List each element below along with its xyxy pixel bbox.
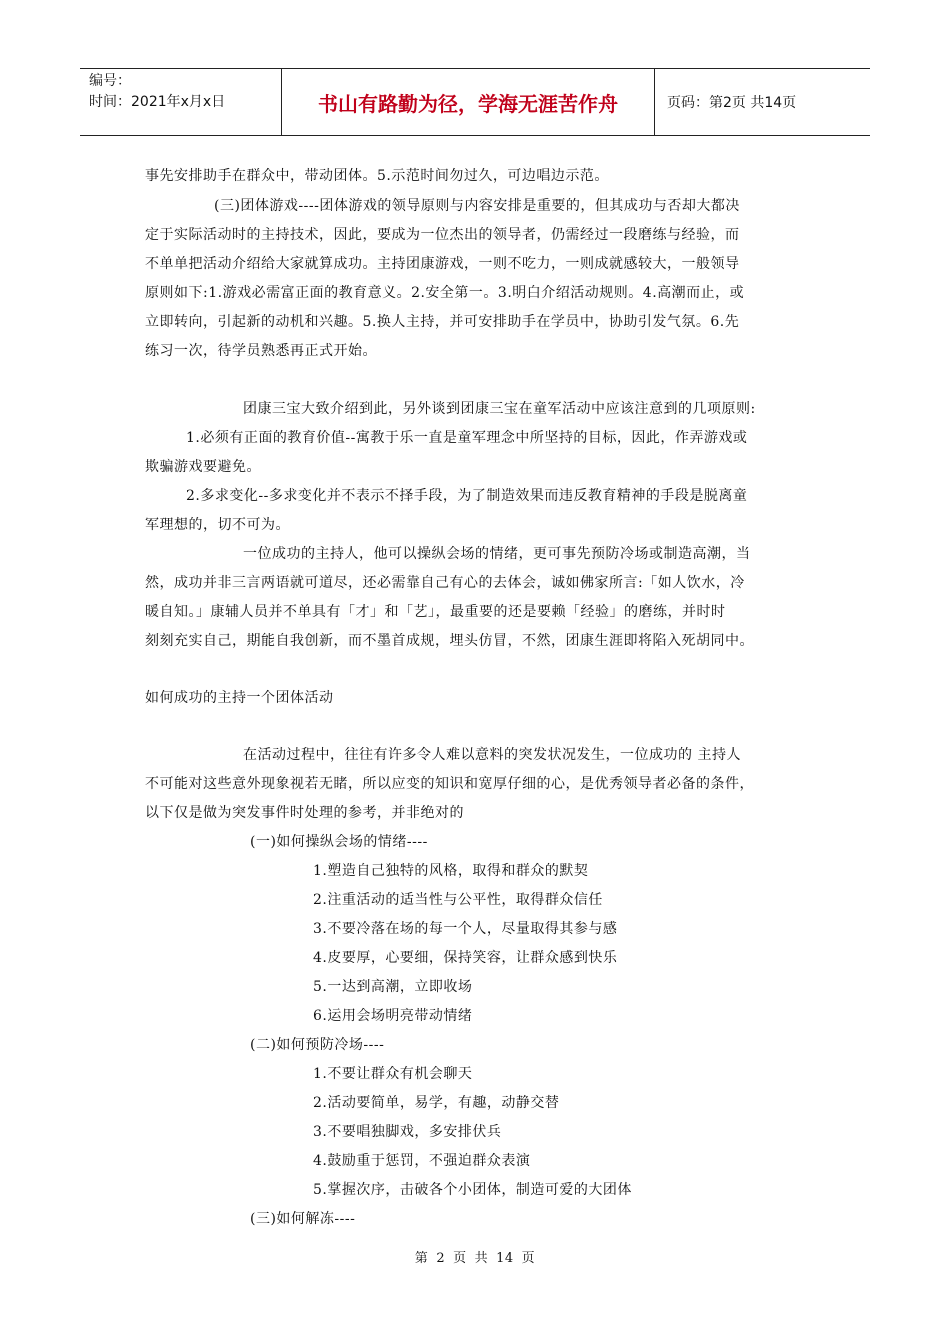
section-heading: 如何成功的主持一个团体活动 xyxy=(145,690,334,706)
list-item: 6.运用会场明亮带动情绪 xyxy=(313,1008,473,1024)
paragraph-line: 定于实际活动时的主持技术，因此，要成为一位杰出的领导者，仍需经过一段磨练与经验，而 xyxy=(145,227,740,243)
footer-di: 第 xyxy=(414,1251,429,1266)
footer-gong: 共 xyxy=(474,1251,489,1266)
subsection-heading: (一)如何操纵会场的情绪---- xyxy=(250,834,428,850)
paragraph-line: 团康三宝大致介绍到此，另外谈到团康三宝在童军活动中应该注意到的几项原则: xyxy=(243,401,756,417)
list-item: 4.鼓励重于惩罚，不强迫群众表演 xyxy=(313,1153,531,1169)
footer-ye: 页 xyxy=(453,1251,467,1266)
subsection-heading: (三)如何解冻---- xyxy=(250,1211,356,1227)
list-item: 3.不要唱独脚戏，多安排伏兵 xyxy=(313,1124,502,1140)
list-item: 2.注重活动的适当性与公平性，取得群众信任 xyxy=(313,892,603,908)
page-footer xyxy=(0,1247,950,1266)
paragraph-line: 一位成功的主持人，他可以操纵会场的情绪，更可事先预防冷场或制造高潮，当 xyxy=(243,546,751,562)
header-motto: 书山有路勤为径，学海无涯苦作舟 xyxy=(281,69,655,135)
document-date: 时间：2021年x月x日 xyxy=(89,94,226,110)
footer-total-pages: 14 xyxy=(496,1251,514,1266)
list-item: 2.活动要简单，易学，有趣，动静交替 xyxy=(313,1095,560,1111)
paragraph-line: 不单单把活动介绍给大家就算成功。主持团康游戏，一则不吃力，一则成就感较大，一般领导 xyxy=(145,256,740,272)
paragraph-line: 不可能对这些意外现象视若无睹，所以应变的知识和宽厚仔细的心，是优秀领导者必备的条件， xyxy=(145,776,754,792)
footer-ye: 页 xyxy=(521,1251,536,1266)
principle-item: 2.多求变化--多求变化并不表示不择手段，为了制造效果而违反教育精神的手段是脱离童 xyxy=(186,488,748,504)
paragraph-line: 立即转向，引起新的动机和兴趣。5.换人主持，并可安排助手在学员中，协助引发气氛。6.先 xyxy=(145,314,740,330)
list-item: 1.塑造自己独特的风格，取得和群众的默契 xyxy=(313,863,589,879)
paragraph-line: 军理想的，切不可为。 xyxy=(145,517,290,533)
principle-item: 1.必须有正面的教育价值--寓教于乐一直是童军理念中所坚持的目标，因此，作弄游戏或 xyxy=(186,430,748,446)
list-item: 4.皮要厚，心要细，保持笑容，让群众感到快乐 xyxy=(313,950,618,966)
footer-page-number: 2 xyxy=(436,1251,446,1266)
paragraph-line: 事先安排助手在群众中，带动团体。5.示范时间勿过久，可边唱边示范。 xyxy=(145,168,609,184)
paragraph-line: 暖自知。」康辅人员并不单具有「才」和「艺」，最重要的还是要赖「经验」的磨练，并时时 xyxy=(145,604,726,620)
paragraph-line: 欺骗游戏要避免。 xyxy=(145,459,261,475)
paragraph-line: (三)团体游戏----团体游戏的领导原则与内容安排是重要的，但其成功与否却大都决 xyxy=(214,198,740,214)
list-item: 1.不要让群众有机会聊天 xyxy=(313,1066,473,1082)
paragraph-line: 刻刻充实自己，期能自我创新，而不墨首成规，埋头仿冒，不然，团康生涯即将陷入死胡同中。 xyxy=(145,633,754,649)
header-page-info: 页码：第2页 共14页 xyxy=(667,95,797,111)
paragraph-line: 然，成功并非三言两语就可道尽，还必需靠自己有心的去体会，诚如佛家所言:「如人饮水，冷 xyxy=(145,575,745,591)
document-number-label: 编号： xyxy=(89,73,131,89)
paragraph-line: 在活动过程中，往往有许多令人难以意料的突发状况发生，一位成功的 主持人 xyxy=(243,747,741,763)
paragraph-line: 练习一次，待学员熟悉再正式开始。 xyxy=(145,343,377,359)
subsection-heading: (二)如何预防冷场---- xyxy=(250,1037,385,1053)
paragraph-line: 以下仅是做为突发事件时处理的参考，并非绝对的 xyxy=(145,805,464,821)
list-item: 3.不要冷落在场的每一个人，尽量取得其参与感 xyxy=(313,921,618,937)
list-item: 5.掌握次序，击破各个小团体，制造可爱的大团体 xyxy=(313,1182,632,1198)
list-item: 5.一达到高潮，立即收场 xyxy=(313,979,473,995)
paragraph-line: 原则如下:1.游戏必需富正面的教育意义。2.安全第一。3.明白介绍活动规则。4.高潮而止，或 xyxy=(145,285,745,301)
